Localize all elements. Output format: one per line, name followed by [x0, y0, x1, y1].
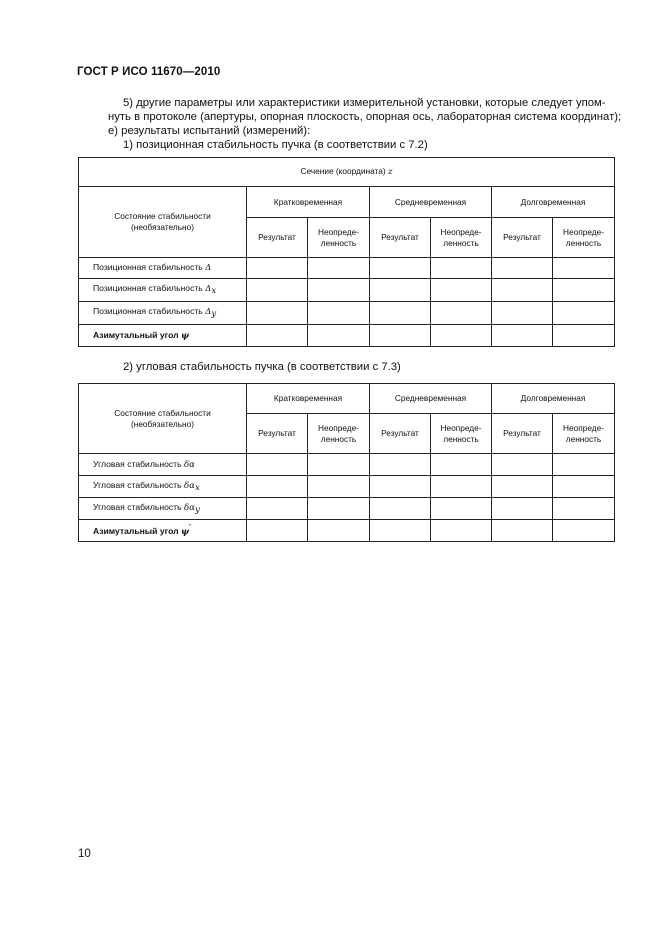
table-cell	[308, 302, 370, 325]
row-label-position-delta-x	[79, 279, 247, 302]
table-cell	[247, 279, 308, 302]
table-cell	[431, 302, 492, 325]
section-variable: z	[387, 167, 393, 177]
table-cell	[308, 279, 370, 302]
table-cell	[308, 476, 370, 498]
table-cell	[247, 498, 308, 520]
table-cell	[247, 302, 308, 325]
state-header-line-1: Состояние стабильности	[114, 407, 211, 418]
delta-alpha-symbol: δα	[183, 459, 195, 470]
table-cell	[431, 476, 492, 498]
col-uncertainty-line-2: ленность	[565, 433, 602, 444]
prime-mark: ′	[189, 523, 192, 533]
intro-line-1: 5) другие параметры или характеристики измерительной установки, которые следует упом-	[123, 97, 606, 109]
subscript-x: x	[211, 286, 217, 296]
table-cell	[492, 498, 553, 520]
state-header	[79, 187, 247, 258]
table-cell	[492, 302, 553, 325]
row-text: Позиционная стабильность	[93, 306, 203, 316]
col-uncertainty-line-2: ленность	[320, 237, 357, 248]
table-cell	[370, 258, 431, 279]
row-label-angular-delta-alpha-x	[79, 476, 247, 498]
table-cell	[553, 520, 615, 542]
table-cell	[308, 498, 370, 520]
table-cell	[370, 476, 431, 498]
row-label-angular-delta-alpha-y	[79, 498, 247, 520]
col-uncertainty-line-2: ленность	[320, 433, 357, 444]
table-cell	[492, 520, 553, 542]
group-short-term: Кратковременная	[247, 187, 370, 218]
psi-symbol: ψ	[180, 527, 190, 537]
table-cell	[431, 454, 492, 476]
table-cell	[553, 302, 615, 325]
col-uncertainty-line-1: Неопреде-	[318, 226, 359, 237]
table-cell	[553, 279, 615, 302]
col-uncertainty	[308, 414, 370, 454]
table-cell	[308, 325, 370, 347]
psi-symbol: ψ	[180, 330, 190, 341]
position-stability-table	[78, 157, 615, 347]
table-cell	[370, 302, 431, 325]
subscript-y: y	[211, 309, 217, 319]
table-cell	[370, 279, 431, 302]
col-uncertainty-line-1: Неопреде-	[318, 422, 359, 433]
state-header	[79, 384, 247, 454]
table-cell	[308, 520, 370, 542]
table-cell	[492, 476, 553, 498]
col-result: Результат	[247, 218, 308, 258]
table-cell	[370, 498, 431, 520]
table-cell	[247, 476, 308, 498]
group-long-term: Долговременная	[492, 384, 615, 414]
delta-symbol: Δ	[205, 284, 212, 294]
table-cell	[431, 279, 492, 302]
col-result: Результат	[370, 218, 431, 258]
state-header-line-2: (необязательно)	[130, 222, 195, 232]
table-cell	[370, 454, 431, 476]
row-text: Угловая стабильность	[93, 479, 182, 490]
col-result: Результат	[492, 414, 553, 454]
table-cell	[431, 325, 492, 347]
section-label: Сечение (координата)	[300, 166, 386, 176]
row-text: Угловая стабильность	[93, 458, 182, 469]
col-uncertainty	[431, 414, 492, 454]
col-uncertainty-line-1: Неопреде-	[563, 226, 604, 237]
intro-line-3: е) результаты испытаний (измерений):	[108, 125, 311, 137]
table-cell	[431, 520, 492, 542]
col-uncertainty	[553, 218, 615, 258]
group-long-term: Долговременная	[492, 187, 615, 218]
table-cell	[247, 520, 308, 542]
angular-stability-table	[78, 383, 615, 542]
table-cell	[370, 520, 431, 542]
row-text: Азимутальный угол	[93, 526, 179, 536]
row-text: Угловая стабильность	[93, 501, 182, 512]
row-label-position-delta-y	[79, 302, 247, 325]
row-label-position-delta	[79, 258, 247, 279]
section-header	[79, 158, 615, 187]
table-cell	[553, 498, 615, 520]
col-result: Результат	[247, 414, 308, 454]
state-header-line-1: Состояние стабильности	[114, 211, 211, 221]
col-uncertainty-line-2: ленность	[443, 237, 479, 248]
col-uncertainty-line-1: Неопреде-	[440, 422, 482, 433]
intro-line-2: нуть в протоколе (апертуры, опорная плоскость, опорная ось, лабораторная система координат);	[108, 111, 622, 123]
table-cell	[370, 325, 431, 347]
table-cell	[247, 454, 308, 476]
group-medium-term: Средневременная	[370, 187, 492, 218]
row-label-azimuth-prime	[79, 520, 247, 542]
subscript-y: y	[194, 504, 200, 515]
state-header-line-2: (необязательно)	[130, 418, 195, 429]
document-header: ГОСТ Р ИСО 11670—2010	[77, 66, 221, 78]
group-short-term: Кратковременная	[247, 384, 370, 414]
group-medium-term: Средневременная	[370, 384, 492, 414]
delta-symbol: Δ	[205, 263, 212, 273]
table-cell	[431, 258, 492, 279]
table-cell	[553, 258, 615, 279]
row-text: Позиционная стабильность	[93, 262, 203, 272]
intro-line-4: 1) позиционная стабильность пучка (в соответствии с 7.2)	[123, 139, 428, 151]
col-uncertainty-line-2: ленность	[443, 433, 479, 444]
col-uncertainty	[553, 414, 615, 454]
page-number: 10	[78, 848, 91, 860]
table-cell	[492, 279, 553, 302]
table-cell	[553, 325, 615, 347]
row-text: Позиционная стабильность	[93, 283, 203, 293]
col-uncertainty	[308, 218, 370, 258]
table-cell	[247, 258, 308, 279]
delta-alpha-symbol: δα	[183, 480, 195, 491]
col-uncertainty-line-1: Неопреде-	[440, 226, 482, 237]
col-uncertainty-line-2: ленность	[565, 237, 602, 248]
table-cell	[308, 258, 370, 279]
row-label-angular-delta-alpha	[79, 454, 247, 476]
table-cell	[492, 325, 553, 347]
table-cell	[492, 454, 553, 476]
col-uncertainty-line-1: Неопреде-	[563, 422, 604, 433]
col-result: Результат	[492, 218, 553, 258]
row-text: Азимутальный угол	[93, 329, 179, 340]
table-cell	[247, 325, 308, 347]
table-cell	[492, 258, 553, 279]
angular-heading: 2) угловая стабильность пучка (в соответствии с 7.3)	[123, 361, 401, 373]
col-result: Результат	[370, 414, 431, 454]
table-cell	[431, 498, 492, 520]
table-cell	[308, 454, 370, 476]
table-cell	[553, 454, 615, 476]
delta-symbol: Δ	[205, 307, 212, 317]
subscript-x: x	[194, 482, 200, 493]
row-label-azimuth	[79, 325, 247, 347]
table-cell	[553, 476, 615, 498]
delta-alpha-symbol: δα	[183, 502, 195, 513]
col-uncertainty	[431, 218, 492, 258]
